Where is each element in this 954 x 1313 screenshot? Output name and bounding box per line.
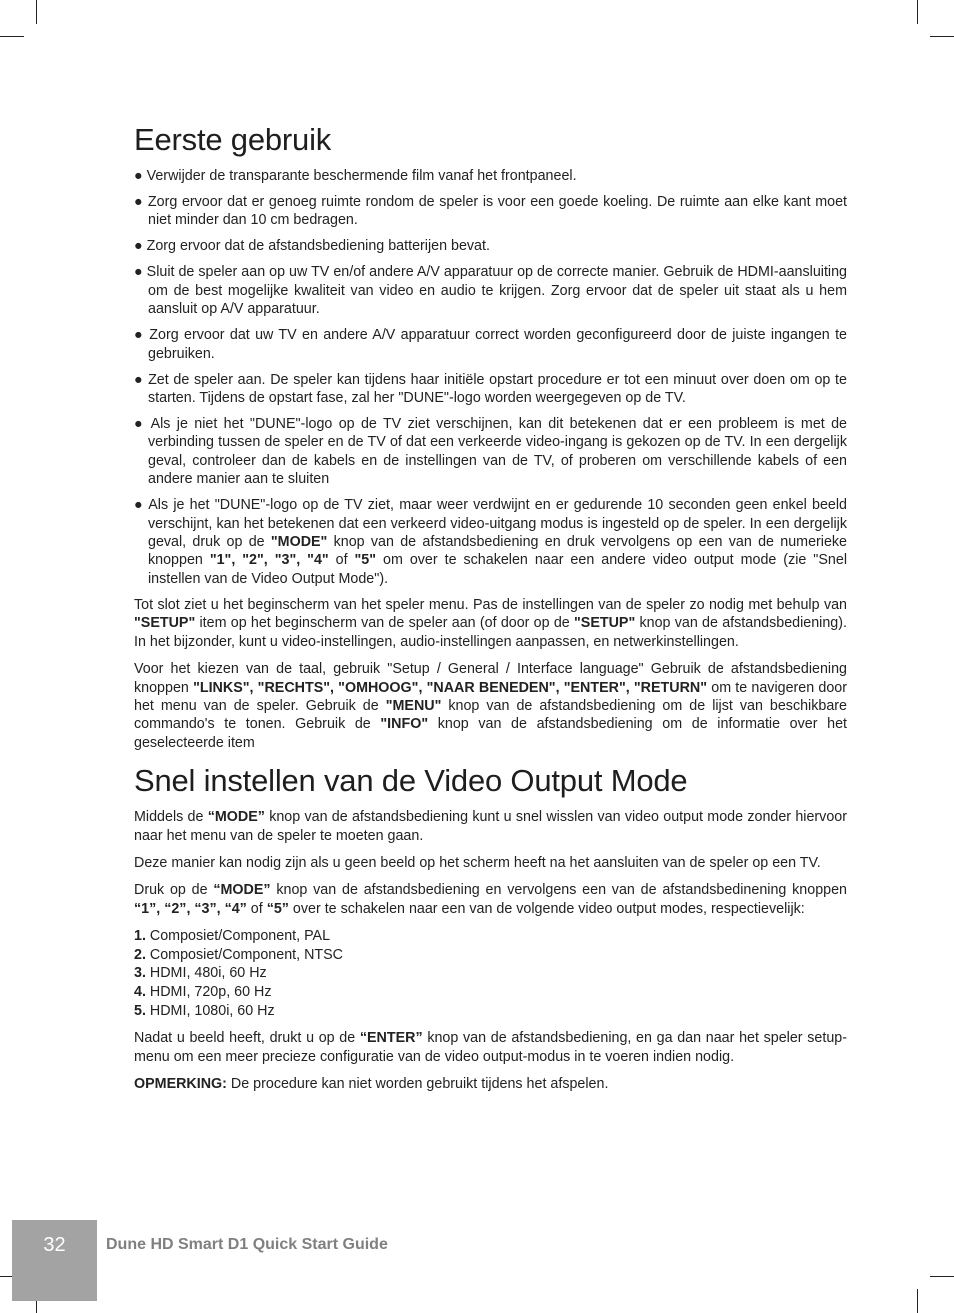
crop-mark: [0, 36, 24, 37]
page-number: 32: [43, 1234, 66, 1256]
crop-mark: [36, 0, 37, 24]
paragraph-enter: Nadat u beeld heeft, drukt u op de “ENTER” knop van de afstandsbediening, en ga dan naar het speler setup-menu om een meer precieze configuratie van de video output-modus in te voeren indien nodig.: [134, 1030, 847, 1065]
section-title-video-output: Snel instellen van de Video Output Mode: [134, 763, 688, 799]
crop-mark: [917, 1289, 918, 1313]
list-item: 5. HDMI, 1080i, 60 Hz: [134, 1002, 275, 1019]
crop-mark: [917, 0, 918, 24]
paragraph-mode-keys: Druk op de “MODE” knop van de afstandsbediening en vervolgens een van de afstandsbedinening knoppen “1”, “2”, “3”, “4” of “5” over te schakelen naar een van de volgende video output modes, respectievelijk:: [134, 882, 847, 917]
crop-mark: [930, 36, 954, 37]
paragraph-language: Voor het kiezen van de taal, gebruik "Setup / General / Interface language" Gebruik de afstandsbediening knoppen "LINKS", "RECHTS", "OMHOOG", "NAAR BENEDEN", "ENTER", "RETURN" om te navigeren door het menu van de speler. Gebruik de "MENU" knop van de afstandsbediening om de lijst van beschikbare commando's te tonen. Gebruik de "INFO" knop van de afstandsbediening om de informatie over het geselecteerde item: [134, 661, 848, 751]
page-number-box: [12, 1220, 97, 1301]
bullet-item: ● Als je het "DUNE"-logo op de TV ziet, maar weer verdwijnt en er gedurende 10 seconden geen enkel beeld verschijnt, kan het betekenen dat een verkeerd video-uitgang modus is ingesteld op de speler. In een dergelijk geval, druk op de "MODE" knop van de afstandsbediening en druk vervolgens op een van de numerieke knoppen "1", "2", "3", "4" of "5" om over te schakelen naar een andere video output mode (zie "Snel instellen van de Video Output Mode").: [134, 497, 848, 587]
paragraph-mode-intro: Middels de “MODE” knop van de afstandsbediening kunt u snel wisslen van video output mode zonder hiervoor naar het menu van de speler te moeten gaan.: [134, 809, 847, 844]
page-content: [134, 122, 847, 1102]
list-item: 2. Composiet/Component, NTSC: [134, 946, 343, 963]
bullet-item: ● Zet de speler aan. De speler kan tijdens haar initiële opstart procedure er tot een minuut over doen om op te starten. Tijdens de opstart fase, zal her "DUNE"-logo worden weergegeven op de TV.: [134, 371, 847, 407]
video-mode-list: [134, 927, 847, 1020]
bullet-item: ● Als je niet het "DUNE"-logo op de TV ziet verschijnen, kan dit betekenen dat er een probleem is met de verbinding tussen de speler en de TV of dat een verkeerde video-ingang is gekozen op de TV. In een dergelijk geval, controleer dan de kabels en de instellingen van de TV, of proberen om verschillende kabels of een andere manier aan te sluiten: [134, 416, 847, 488]
paragraph-setup: Tot slot ziet u het beginscherm van het speler menu. Pas de instellingen van de speler zo nodig met behulp van "SETUP" item op het beginscherm van de speler aan (of door op de "SETUP" knop van de afstandsbediening). In het bijzonder, kunt u video-instellingen, audio-instellingen aanpassen, en netwerkinstellingen.: [134, 596, 847, 650]
list-item: 3. HDMI, 480i, 60 Hz: [134, 965, 267, 982]
list-item: 4. HDMI, 720p, 60 Hz: [134, 983, 272, 1000]
footer-guide-title: Dune HD Smart D1 Quick Start Guide: [106, 1236, 388, 1253]
bullet-item: ● Verwijder de transparante beschermende film vanaf het frontpaneel.: [134, 168, 577, 184]
paragraph-no-picture: Deze manier kan nodig zijn als u geen beeld op het scherm heeft na het aansluiten van de speler op een TV.: [134, 854, 821, 871]
crop-mark: [930, 1276, 954, 1277]
note-paragraph: OPMERKING: De procedure kan niet worden gebruikt tijdens het afspelen.: [134, 1075, 609, 1092]
bullet-item: ● Zorg ervoor dat er genoeg ruimte rondom de speler is voor een goede koeling. De ruimte aan elke kant moet niet minder dan 10 cm bedragen.: [134, 194, 847, 229]
section-title-first-use: Eerste gebruik: [134, 122, 332, 157]
bullet-item: ● Zorg ervoor dat uw TV en andere A/V apparatuur correct worden geconfigureerd door de juiste ingangen te gebruiken.: [134, 327, 847, 362]
bullet-item: ● Zorg ervoor dat de afstandsbediening batterijen bevat.: [134, 238, 490, 255]
bullet-item: ● Sluit de speler aan op uw TV en/of andere A/V apparatuur op de correcte manier. Gebruik de HDMI-aansluiting om de best mogelijke kwaliteit van video en audio te krijgen. Zorg ervoor dat de speler uit staat als u hem aansluit op A/V apparatuur.: [134, 264, 847, 318]
list-item: 1. Composiet/Component, PAL: [134, 928, 331, 945]
